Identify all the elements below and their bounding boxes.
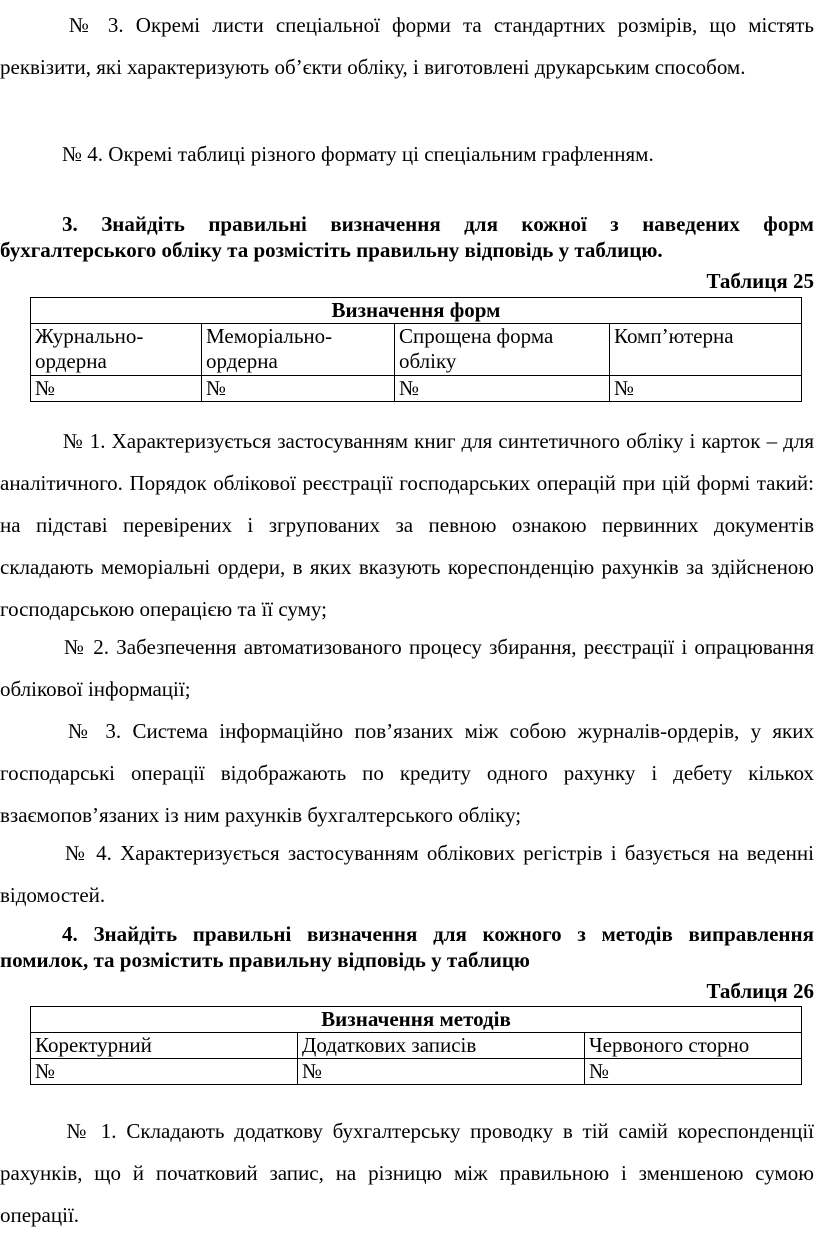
- table-25-caption: Таблиця 25: [706, 269, 814, 293]
- table-25-answer-4: №: [610, 376, 802, 402]
- table-25-col-4: Комп’ютерна: [610, 324, 802, 376]
- task3-heading: 3. Знайдіть правильні визначення для кожної з наведених форм бухгалтерського обліку та розмістіть правильну відповідь у таблицю.: [0, 212, 814, 262]
- table-26-col-1: Коректурний: [31, 1033, 298, 1059]
- table-26-col-2: Додаткових записів: [298, 1033, 585, 1059]
- table-26: [30, 1006, 802, 1085]
- table-26-caption: Таблиця 26: [706, 979, 814, 1003]
- task4-heading: 4. Знайдіть правильні визначення для кожного з методів виправлення помилок, та розмістить правильну відповідь у таблицю: [0, 922, 814, 972]
- table-26-col-3: Червоного сторно: [585, 1033, 802, 1059]
- table-26-answer-1: №: [31, 1059, 298, 1085]
- table-25-answer-2: №: [202, 376, 395, 402]
- table-25-col-1: Журнально-ордерна: [31, 324, 202, 376]
- table-25-title: Визначення форм: [31, 298, 802, 324]
- table-26-title: Визначення методів: [31, 1007, 802, 1033]
- table-25-answer-1: №: [31, 376, 202, 402]
- table-25: [30, 297, 802, 402]
- task4-item-1: № 1. Складають додаткову бухгалтерську проводку в тій самій кореспонденції рахунків, що й початковий запис, на різницю між правильною і зменшеною сумою операції.: [0, 1119, 814, 1227]
- table-25-col-2: Меморіально-ордерна: [202, 324, 395, 376]
- table-26-answer-2: №: [298, 1059, 585, 1085]
- table-26-answer-3: №: [585, 1059, 802, 1085]
- table-25-col-3: Спрощена форма обліку: [395, 324, 610, 376]
- task3-item-2: № 2. Забезпечення автоматизованого процесу збирання, реєстрації і опрацювання облікової інформації;: [0, 635, 814, 701]
- task3-item-1: № 1. Характеризується застосуванням книг для синтетичного обліку і карток – для аналітичного. Порядок облікової реєстрації господарських операцій при цій формі такий: на підставі перевірених і згрупованих за певною ознакою первинних документів складають меморіальні ордери, в яких вказують кореспонденцію рахунків за здійсненою господарською операцією та її суму;: [0, 429, 814, 621]
- intro-item-4: № 4. Окремі таблиці різного формату ці спеціальним графленням.: [62, 142, 654, 166]
- task3-item-3: № 3. Система інформаційно пов’язаних між собою журналів-ордерів, у яких господарські операції відображають по кредиту одного рахунку і дебету кількох взаємопов’язаних із ним рахунків бухгалтерського обліку;: [0, 719, 814, 827]
- task3-item-4: № 4. Характеризується застосуванням облікових регістрів і базується на веденні відомостей.: [0, 841, 814, 907]
- table-25-answer-3: №: [395, 376, 610, 402]
- intro-item-3: № 3. Окремі листи спеціальної форми та стандартних розмірів, що містять реквізити, які характеризують об’єкти обліку, і виготовлені друкарським способом.: [0, 13, 814, 79]
